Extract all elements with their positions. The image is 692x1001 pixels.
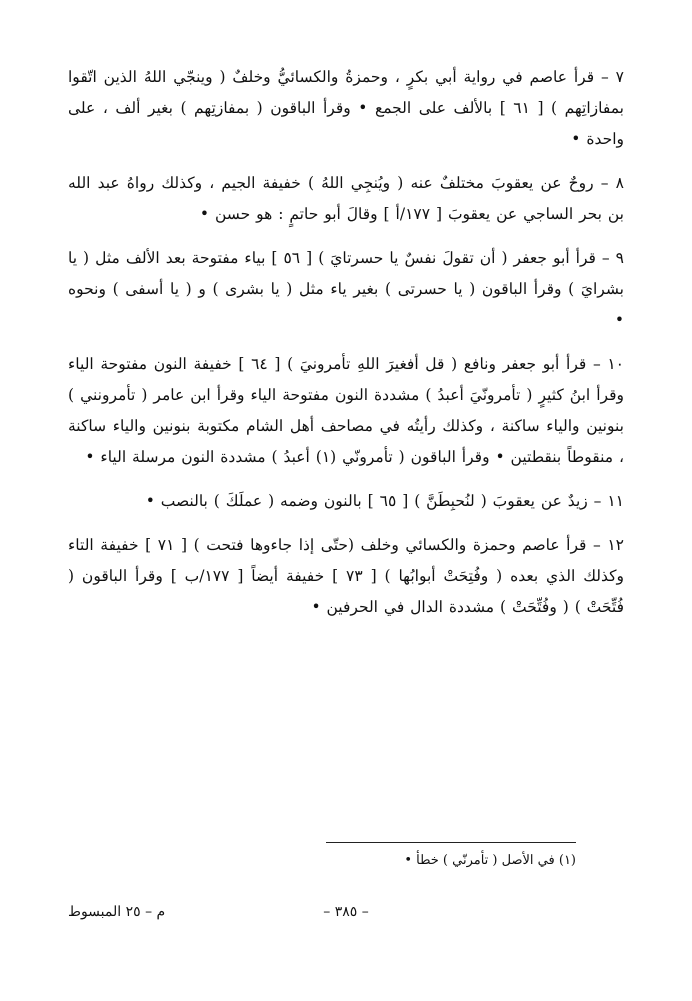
entry-7: ٧ – قرأ عاصم في رواية أبي بكرٍ ، وحمزةُ والكسائيُّ وخلفٌ ( وينجّي اللهُ الذين اتّقوا بمفازاتِهم ) [ ٦١ ] بالألف على الجمع • وقرأ الباقون ( بمفازتِهم ) بغير ألف ، على واحدة • — [68, 68, 624, 148]
signature-mark: م – ٢٥ المبسوط — [68, 904, 166, 920]
footnote: (١) في الأصل ( تأمرنّي ) خطأ • — [404, 853, 576, 868]
entry-9: ٩ – قرأ أبو جعفر ( أن تقولَ نفسٌ يا حسرتايَ ) [ ٥٦ ] بياء مفتوحة بعد الألف مثل ( يا بشرايَ ) وقرأ الباقون ( يا حسرتى ) بغير ياء مثل ( يا بشرى ) و ( يا أسفى ) ونحوه • — [68, 249, 624, 329]
page-number: – ٣٨٥ – — [323, 904, 369, 920]
entry-11: ١١ – زيدٌ عن يعقوبَ ( لنُحبِطَنَّ ) [ ٦٥ ] بالنون وضمه ( عملَكَ ) بالنصب • — [145, 492, 624, 510]
entry-12: ١٢ – قرأ عاصم وحمزة والكسائي وخلف (حتّى إذا جاءوها فتحت ) [ ٧١ ] خفيفة التاء وكذلك الذي بعده ( وفُتِحَتْ أبوابُها ) [ ٧٣ ] خفيفة أيضاً [ ١٧٧/ب ] وقرأ الباقون ( فُتِّحَتْ ) ( وفُتِّحَتْ ) مشددة الدال في الحرفين • — [68, 536, 624, 616]
page-footer — [68, 900, 624, 924]
entry-8: ٨ – روحٌ عن يعقوبَ مختلفٌ عنه ( ويُنجِي اللهُ ) خفيفة الجيم ، وكذلك رواهُ عبد الله بن بحر الساجي عن يعقوبَ [ ١٧٧/أ ] وقالَ أبو حاتمٍ : هو حسن • — [68, 174, 624, 223]
footnote-divider — [326, 842, 576, 843]
entry-10: ١٠ – قرأ أبو جعفر ونافع ( قل أفغيرَ اللهِ تأمرونيَ ) [ ٦٤ ] خفيفة النون مفتوحة الياء وقرأ ابنُ كثيرٍ ( تأمرونّيَ أعبدُ ) مشددة النون مفتوحة الياء وقرأ ابن عامر ( تأمرونني ) بنونين والياء ساكنة ، وكذلك رأيتُه في مصاحف أهل الشام مكتوبة بنونين والياء ساكنة ، منقوطاً بنقطتين • وقرأ الباقون ( تأمرونّي (١) أعبدُ ) مشددة النون مرسلة الياء • — [68, 355, 625, 466]
entries-list — [68, 62, 624, 636]
